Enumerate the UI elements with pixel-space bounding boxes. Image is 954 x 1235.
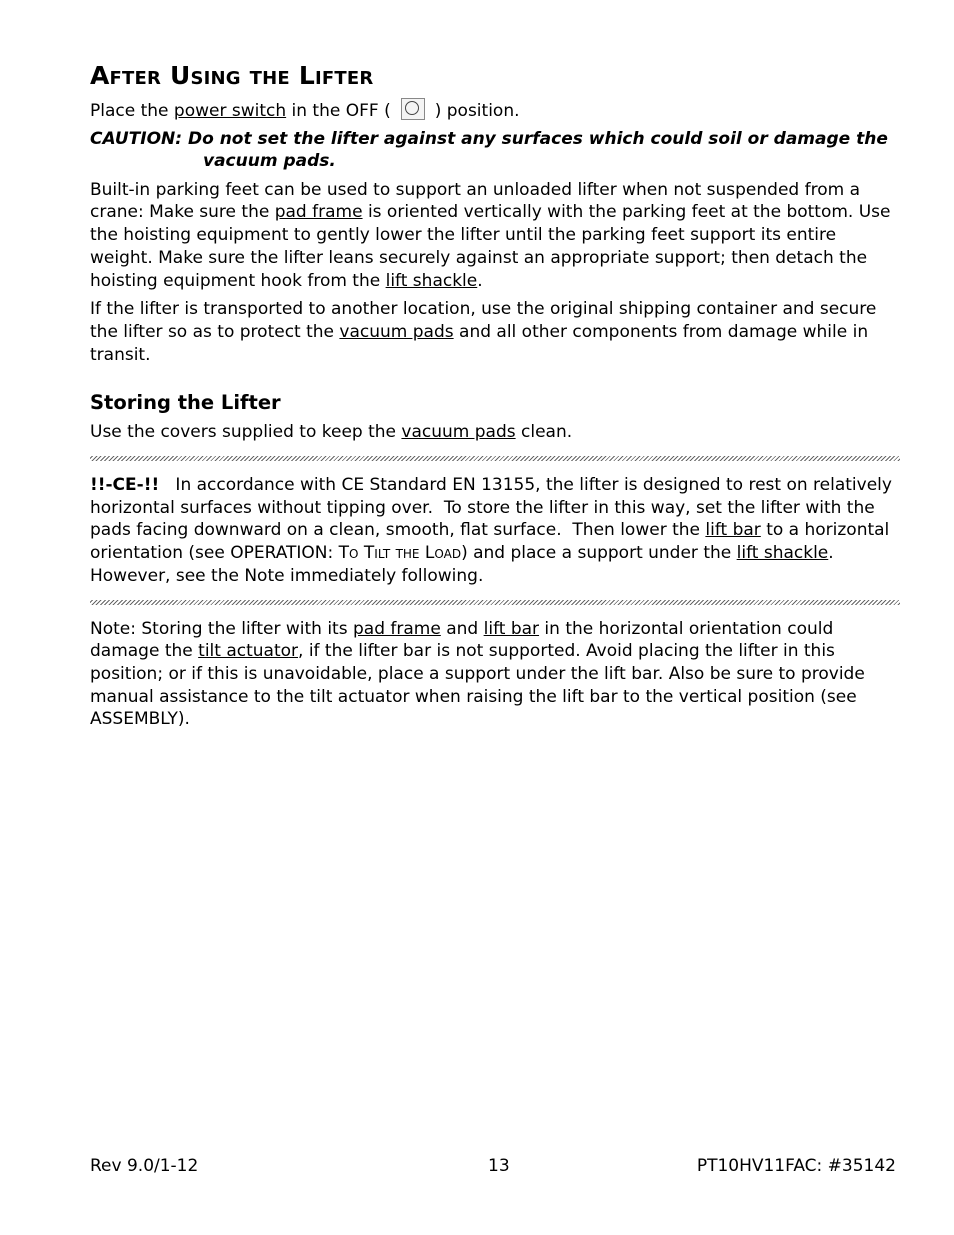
page-content xyxy=(90,58,900,731)
section-title: After Using the Lifter xyxy=(90,61,374,90)
pad-frame-link[interactable]: pad frame xyxy=(353,618,441,639)
off-position-icon xyxy=(401,98,425,120)
page-number: 13 xyxy=(488,1156,510,1176)
document-id: PT10HV11FAC: #35142 xyxy=(696,1156,896,1176)
lift-bar-link[interactable]: lift bar xyxy=(705,520,761,541)
power-switch-link[interactable]: power switch xyxy=(173,101,287,121)
note-paragraph xyxy=(90,618,900,732)
power-switch-paragraph xyxy=(90,100,900,123)
text: in the horizontal orientation could damage the xyxy=(90,618,834,662)
text: , if the lifter bar is not supported. Avoid placing the lifter in this position; or if this is unavoidable, place a support under the lift bar. Also be sure to provide manual assistance to the tilt actuator when raising the lift bar to the vertical position (see ASSEMBLY). xyxy=(90,641,865,730)
text: In accordance with CE Standard EN 13155, the lifter is designed to rest on relatively horizontal surfaces without tipping over. To store the lifter in this way, set the lifter with the pads facing downward on a clean, smooth, flat surface. Then lower the xyxy=(90,475,898,541)
covers-paragraph xyxy=(90,421,900,444)
lift-shackle-link[interactable]: lift shackle xyxy=(736,543,829,564)
text: Place the xyxy=(90,101,174,121)
text: ) and place a support under the xyxy=(461,543,737,564)
divider xyxy=(90,600,900,605)
caution-note: CAUTION: Do not set the lifter against any surfaces which could soil or damage the vacuum pads. xyxy=(90,128,888,172)
ce-tag: !!-CE-!! xyxy=(90,475,160,496)
parking-feet-paragraph xyxy=(90,179,900,293)
text: and xyxy=(440,618,484,639)
revision-label: Rev 9.0/1-12 xyxy=(90,1156,199,1176)
divider xyxy=(90,456,900,461)
text: If the lifter is transported to another location, use the original shipping container and secure the lifter so as to protect the xyxy=(90,299,877,342)
tilt-actuator-link[interactable]: tilt actuator xyxy=(198,641,299,662)
tilt-load-reference: To Tilt the Load xyxy=(338,543,462,564)
text: Note: Storing the lifter with its xyxy=(90,618,353,639)
text: Built-in parking feet can be used to support an unloaded lifter when not suspended from a crane: Make sure the xyxy=(90,179,860,223)
text: and all other components from damage while in transit. xyxy=(90,321,869,365)
text: ) position. xyxy=(434,101,520,121)
transport-paragraph xyxy=(90,298,900,366)
page-footer xyxy=(90,1156,896,1176)
ce-paragraph xyxy=(90,474,900,588)
text: in the OFF ( xyxy=(286,101,391,121)
text: . xyxy=(477,270,483,291)
vacuum-pads-link[interactable]: vacuum pads xyxy=(401,422,516,443)
text: to a horizontal orientation (see OPERATION: xyxy=(90,520,890,564)
lift-shackle-link[interactable]: lift shackle xyxy=(385,270,478,291)
pad-frame-link[interactable]: pad frame xyxy=(274,202,363,223)
text: . However, see the Note immediately following. xyxy=(90,543,834,586)
text: Use the covers supplied to keep the xyxy=(90,422,402,443)
vacuum-pads-link[interactable]: vacuum pads xyxy=(339,321,454,342)
text: is oriented vertically with the parking feet at the bottom. Use the hoisting equipment to gently lower the lifter until the parking feet support its entire weight. Make sure the lifter leans securely against an appropriate support; then detach the hoisting equipment hook from the xyxy=(90,202,891,291)
storing-heading: Storing the Lifter xyxy=(90,391,281,415)
text: clean. xyxy=(515,422,573,443)
lift-bar-link[interactable]: lift bar xyxy=(483,618,540,639)
